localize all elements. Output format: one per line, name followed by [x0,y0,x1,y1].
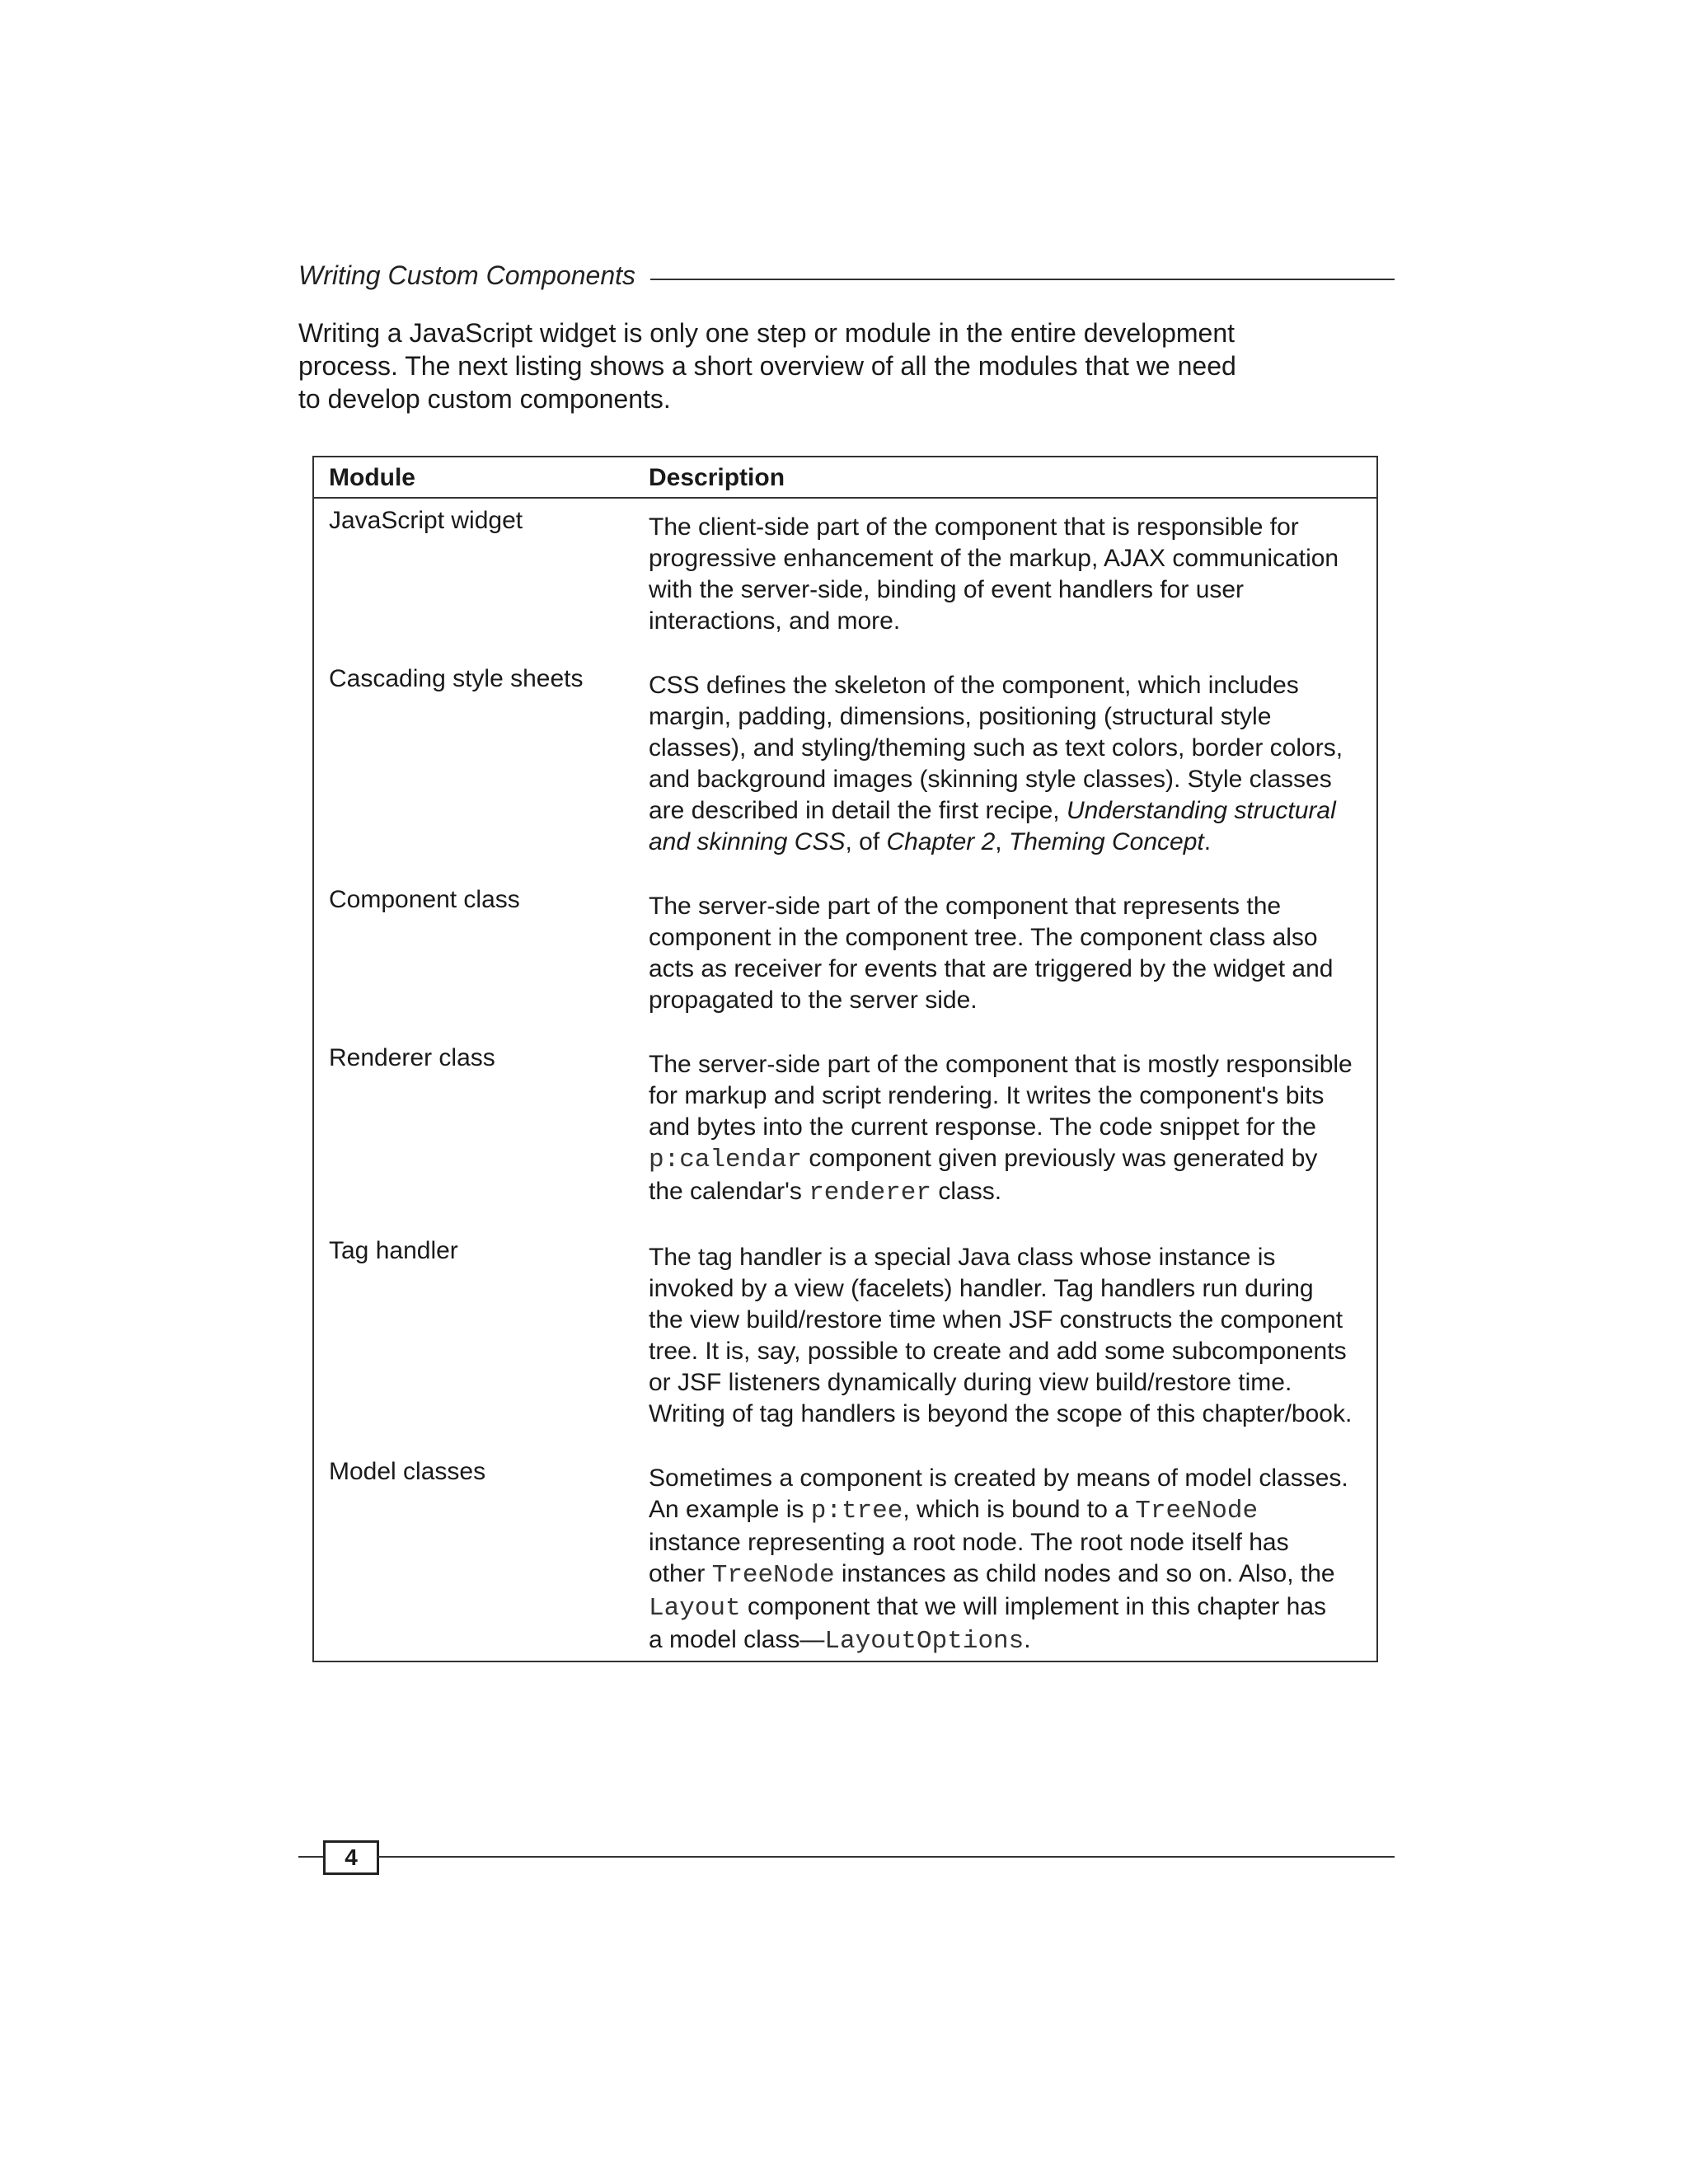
table-row [313,878,1377,1036]
description-line: The server-side part of the component that is mostly responsible [649,1051,1353,1078]
column-header-description: Description [634,457,1377,498]
inline-code: LayoutOptions [824,1627,1025,1656]
chapter-name: Theming Concept [1008,828,1204,855]
description-line: and background images (skinning style classes). Style classes [649,766,1332,793]
inline-code: renderer [809,1179,932,1207]
text-segment: a model class— [649,1626,825,1653]
description-line [649,1143,1362,1176]
description-line: tree. It is, say, possible to create and add some subcomponents [649,1338,1347,1365]
description-line: classes), and styling/theming such as text colors, border colors, [649,734,1343,762]
chapter-reference: Chapter 2 [886,828,996,855]
text-segment: component given previously was generated by [802,1145,1318,1172]
description-line: CSS defines the skeleton of the component, which includes [649,672,1299,699]
description-line: The tag handler is a special Java class whose instance is [649,1244,1276,1271]
description-line [649,1176,1362,1209]
table-header-row [313,457,1377,498]
module-description [634,657,1377,878]
intro-line: process. The next listing shows a short overview of all the modules that we need [298,351,1236,381]
description-line: and bytes into the current response. The code snippet for the [649,1113,1316,1141]
table-row [313,1036,1377,1229]
page-number: 4 [323,1840,379,1875]
table-row [313,657,1377,878]
chapter-title: Writing Custom Components [298,260,636,290]
inline-code: TreeNode [711,1561,835,1590]
description-line [649,795,1362,827]
description-line [649,1624,1362,1657]
description-line: propagated to the server side. [649,987,978,1014]
text-segment: An example is [649,1496,811,1523]
description-line: acts as receiver for events that are triggered by the widget and [649,955,1334,982]
column-header-module: Module [313,457,634,498]
module-name: JavaScript widget [329,507,523,534]
description-line: The client-side part of the component that is responsible for [649,513,1299,541]
description-line [649,1591,1362,1624]
inline-code: p:calendar [649,1146,803,1174]
page-footer [298,1840,1395,1873]
text-segment: , which is bound to a [903,1496,1136,1523]
table-row [313,1450,1377,1661]
intro-paragraph [298,316,1287,415]
description-line: Sometimes a component is created by means of model classes. [649,1465,1348,1492]
module-name: Tag handler [329,1237,458,1264]
description-line: or JSF listeners dynamically during view build/restore time. [649,1369,1292,1396]
module-name: Renderer class [329,1044,495,1071]
description-line: invoked by a view (facelets) handler. Tag handlers run during [649,1275,1314,1302]
table-row [313,498,1377,657]
module-name: Model classes [329,1458,486,1485]
description-line [649,1558,1362,1591]
running-header [298,260,1395,291]
text-segment: class. [931,1178,1002,1205]
text-segment: the calendar's [649,1178,809,1205]
module-name: Cascading style sheets [329,665,584,692]
module-description [634,1036,1377,1229]
text-segment: component that we will implement in this chapter has [740,1593,1326,1620]
text-segment: , [995,828,1009,855]
intro-line: Writing a JavaScript widget is only one step or module in the entire development [298,318,1236,348]
module-description [634,498,1377,657]
module-description [634,1229,1377,1450]
module-description [634,1450,1377,1661]
footer-rule [377,1856,1395,1858]
text-segment: , of [845,828,887,855]
text-segment: . [1203,828,1212,855]
inline-code: TreeNode [1135,1497,1259,1526]
recipe-title: and skinning CSS [649,828,846,855]
description-line: for markup and script rendering. It writes the component's bits [649,1082,1325,1109]
description-line: interactions, and more. [649,607,901,635]
description-line: margin, padding, dimensions, positioning (structural style [649,703,1272,730]
module-name: Component class [329,886,520,913]
description-line: Writing of tag handlers is beyond the scope of this chapter/book. [649,1400,1353,1427]
description-line: with the server-side, binding of event handlers for user [649,576,1245,603]
inline-code: p:tree [810,1497,903,1526]
recipe-title: Understanding structural [1066,797,1336,824]
description-line: The server-side part of the component that represents the [649,893,1282,920]
table-row [313,1229,1377,1450]
modules-table [312,456,1378,1662]
intro-line: to develop custom components. [298,384,671,414]
description-line: the view build/restore time when JSF constructs the component [649,1306,1343,1333]
text-segment: other [649,1560,712,1587]
text-segment: instances as child nodes and so on. Also, the [834,1560,1335,1587]
text-segment: . [1024,1626,1031,1653]
description-line: progressive enhancement of the markup, AJAX communication [649,545,1339,572]
description-line [649,827,1362,858]
description-line: instance representing a root node. The root node itself has [649,1529,1289,1556]
text-segment: are described in detail the first recipe, [649,797,1067,824]
footer-rule [298,1856,323,1858]
header-rule [650,279,1395,280]
description-line: component in the component tree. The component class also [649,924,1318,951]
module-description [634,878,1377,1036]
inline-code: Layout [649,1594,741,1623]
description-line [649,1494,1362,1527]
